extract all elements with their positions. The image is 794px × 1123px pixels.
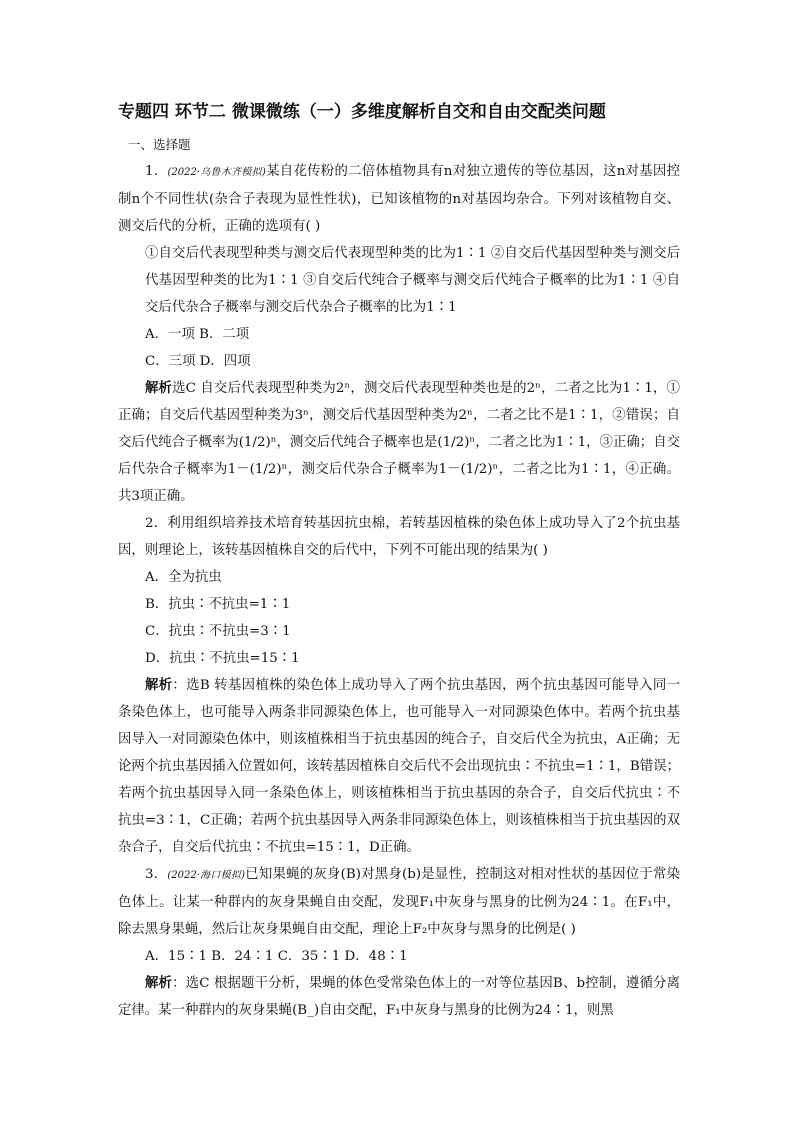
question-1-analysis [118, 375, 680, 510]
question-3-option-row: A．15∶1 B．24∶1 C．35∶1 D．48∶1 [145, 949, 408, 964]
question-number: 2． [145, 516, 168, 531]
analysis-text: ：选B 转基因植株的染色体上成功导入了两个抗虫基因，两个抗虫基因可能导入同一条染色体上，也可能导入两条非同源染色体上，也可能导入一对同源染色体中。若两个抗虫基因导入一对同源染色体中，则该植株相当于抗虫基因的纯合子，自交后代全为抗虫，A正确；无论两个抗虫基因插入位置如何，该转基因植株自交后代不会出现抗虫∶不抗虫=1∶1，B错误；若两个抗虫基因导入同一条染色体上，则该植株相当于抗虫基因的杂合子，自交后代抗虫∶不抗虫=3∶1，C正确；若两个抗虫基因导入两条非同源染色体上，则该植株相当于抗虫基因的双杂合子，自交后代抗虫∶不抗虫=15∶1，D正确。 [118, 678, 680, 855]
question-text: 某自花传粉的二倍体植物具有n对独立遗传的等位基因，这n对基因控制n个不同性状(杂合子表现为显性性状)，已知该植物的n对基因均杂合。下列对该植物自交、测交后代的分析，正确的选项有( ) [118, 164, 680, 234]
question-1-statements: ①自交后代表现型种类与测交后代表现型种类的比为1∶1 ②自交后代基因型种类与测交后代基因型种类的比为1∶1 ③自交后代纯合子概率与测交后代纯合子概率的比为1∶1 ④自交后代杂合子概率与测交后代杂合子概率的比为1∶1 [145, 246, 680, 315]
question-3-analysis [118, 970, 680, 1024]
question-1-stem [118, 158, 680, 240]
question-2-analysis [118, 672, 680, 861]
question-number: 3． [145, 867, 168, 882]
question-text: 已知果蝇的灰身(B)对黑身(b)是显性，控制这对相对性状的基因位于常染色体上。让某一种群内的灰身果蝇自由交配，发现F₁中灰身与黑身的比例为24∶1。在F₁中，除去黑身果蝇，然后让灰身果蝇自由交配，理论上F₂中灰身与黑身的比例是( ) [118, 867, 680, 937]
question-2-option-c: C．抗虫∶不抗虫=3∶1 [145, 624, 291, 639]
question-source: (2022·海口模拟) [167, 870, 246, 881]
question-number: 1． [145, 164, 168, 179]
analysis-label: 解析 [145, 677, 173, 693]
analysis-label: 解析 [145, 380, 173, 396]
question-source: (2022·乌鲁木齐模拟) [167, 167, 266, 178]
question-3-stem [118, 861, 680, 943]
content-body [118, 131, 680, 1024]
question-2-stem [118, 510, 680, 564]
section-heading: 一、选择题 [128, 137, 191, 152]
question-2-option-a: A．全为抗虫 [145, 570, 222, 585]
analysis-text: ：选C 根据题干分析，果蝇的体色受常染色体上的一对等位基因B、b控制，遵循分离定律。某一种群内的灰身果蝇(B_)自由交配，F₁中灰身与黑身的比例为24∶1，则黑 [118, 976, 680, 1018]
question-1-option-row: A．一项 B．二项 [145, 327, 250, 342]
question-2-option-b: B．抗虫∶不抗虫=1∶1 [145, 597, 291, 612]
analysis-text: 选C 自交后代表现型种类为2ⁿ，测交后代表现型种类也是的2ⁿ，二者之比为1∶1，①正确；自交后代基因型种类为3ⁿ，测交后代基因型种类为2ⁿ，二者之比不是1∶1，②错误；自交后代纯合子概率为(1/2)ⁿ，测交后代纯合子概率也是(1/2)ⁿ，二者之比为1∶1，③正确；自交后代杂合子概率为1－(1/2)ⁿ，测交后代杂合子概率为1－(1/2)ⁿ，二者之比为1∶1，④正确。共3项正确。 [118, 381, 681, 504]
page-title: 专题四 环节二 微课微练（一）多维度解析自交和自由交配类问题 [118, 102, 606, 122]
question-1-option-row: C．三项 D．四项 [145, 354, 251, 369]
question-2-option-d: D．抗虫∶不抗虫=15∶1 [145, 651, 300, 666]
question-text: 利用组织培养技术培育转基因抗虫棉，若转基因植株的染色体上成功导入了2个抗虫基因，则理论上，该转基因植株自交的后代中，下列不可能出现的结果为( ) [118, 516, 680, 558]
analysis-label: 解析 [145, 975, 173, 991]
